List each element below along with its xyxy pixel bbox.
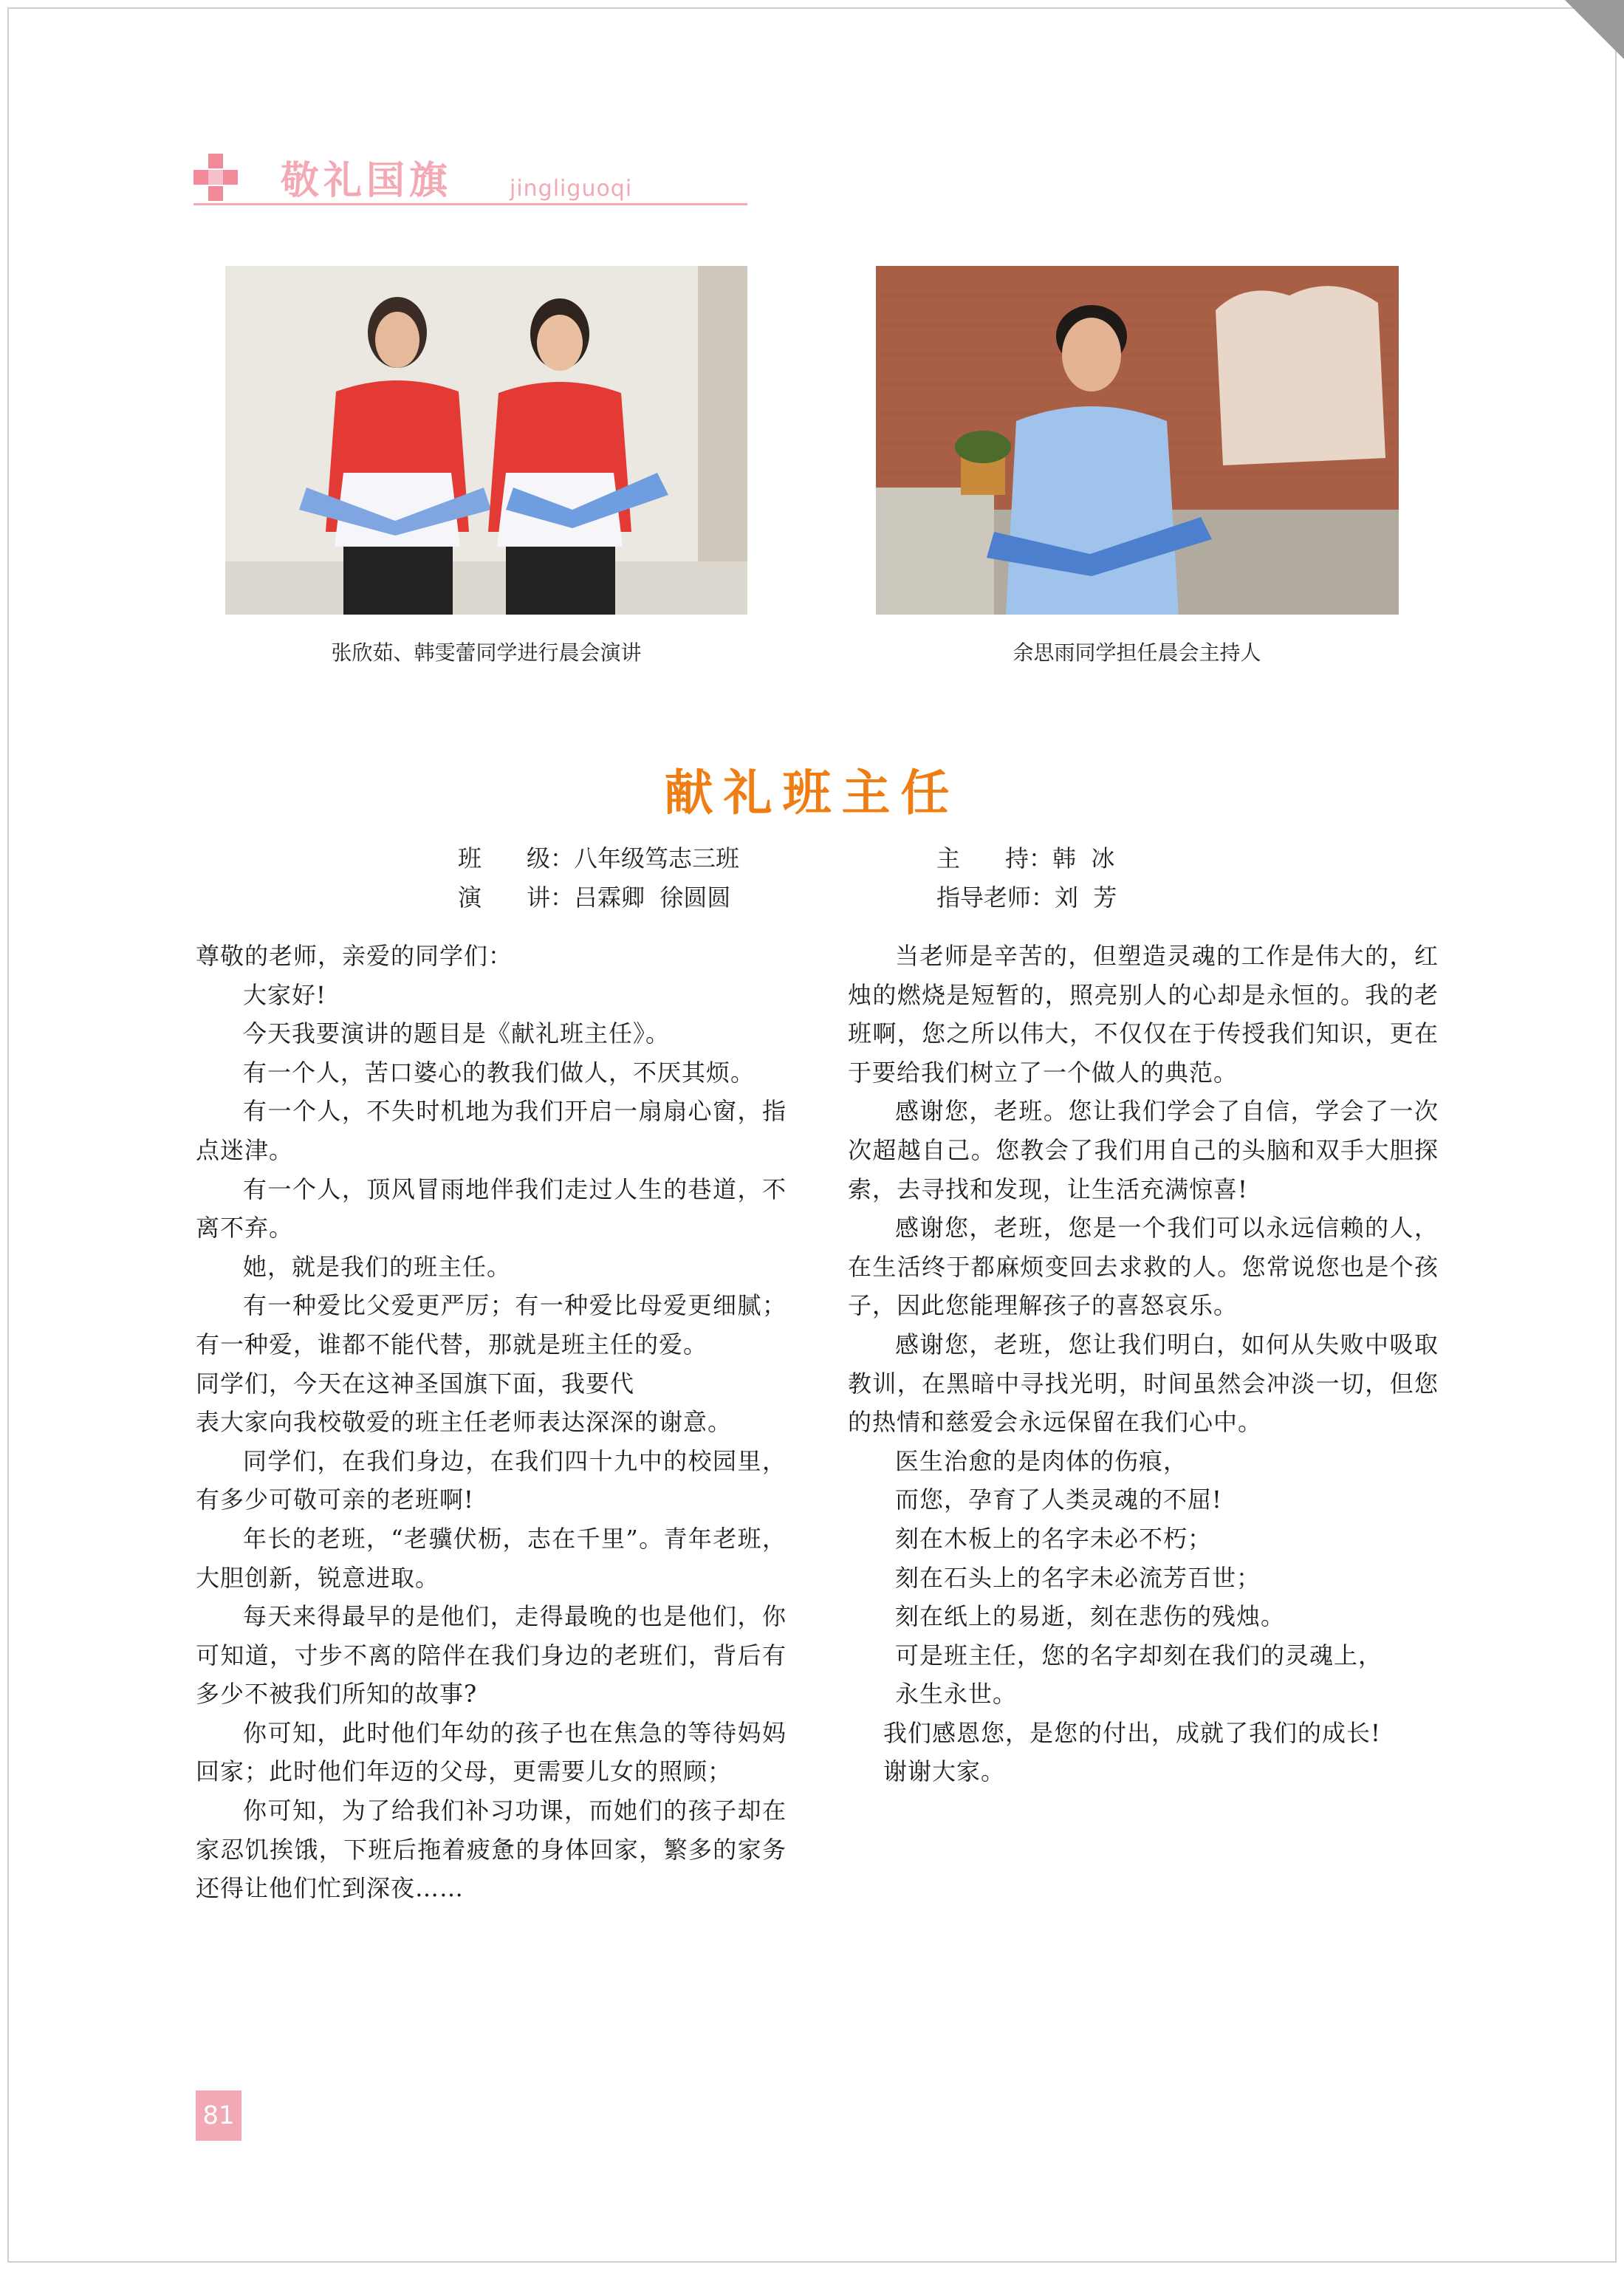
page-corner-fold bbox=[1565, 0, 1624, 59]
paragraph: 有一个人，不失时机地为我们开启一扇扇心窗，指点迷津。 bbox=[196, 1097, 787, 1164]
poem-line: 永生永世。 bbox=[895, 1680, 1018, 1709]
info-speaker bbox=[458, 879, 730, 913]
info-teacher-label: 指导老师： bbox=[936, 883, 1055, 912]
article-right-column bbox=[848, 937, 1439, 1791]
info-speaker-value: 吕霖卿 徐圆圆 bbox=[574, 883, 731, 912]
photo-host-student bbox=[876, 266, 1399, 615]
paragraph: 感谢您，老班，您让我们明白，如何从失败中吸取教训，在黑暗中寻找光明，时间虽然会冲淡一切，但您的热情和慈爱会永远保留在我们心中。 bbox=[848, 1330, 1439, 1437]
paragraph: 可是班主任，您的名字却刻在我们的灵魂上， bbox=[895, 1641, 1383, 1669]
poem-line: 医生治愈的是肉体的伤痕， bbox=[895, 1446, 1188, 1475]
paragraph: 每天来得最早的是他们，走得最晚的也是他们，你可知道，寸步不离的陪伴在我们身边的老班们，背后有多少不被我们所知的故事? bbox=[196, 1602, 787, 1709]
info-host-label: 主 持： bbox=[936, 844, 1053, 872]
article-title: 献礼班主任 bbox=[664, 765, 960, 821]
paragraph: 你可知，此时他们年幼的孩子也在焦急的等待妈妈回家；此时他们年迈的父母，更需要儿女的照顾； bbox=[196, 1718, 787, 1786]
paragraph: 同学们，今天在这神圣国旗下面，我要代 bbox=[196, 1369, 635, 1398]
info-class-label: 班 级： bbox=[458, 844, 575, 872]
article-left-column bbox=[196, 937, 787, 1908]
paragraph: 年长的老班，“老骥伏枥，志在千里”。青年老班，大胆创新，锐意进取。 bbox=[196, 1524, 787, 1592]
paragraph: 同学们，在我们身边，在我们四十九中的校园里，有多少可敬可亲的老班啊! bbox=[196, 1446, 787, 1514]
photo-caption-2: 余思雨同学担任晨会主持人 bbox=[1013, 640, 1261, 665]
info-host-value: 韩 冰 bbox=[1052, 844, 1115, 872]
photo-caption-1: 张欣茹、韩雯蕾同学进行晨会演讲 bbox=[331, 640, 642, 665]
photo-two-students-speech bbox=[225, 266, 747, 615]
paragraph: 当老师是辛苦的，但塑造灵魂的工作是伟大的，红烛的燃烧是短暂的，照亮别人的心却是永恒的。我的老班啊，您之所以伟大，不仅仅在于传授我们知识，更在于要给我们树立了一个做人的典范。 bbox=[848, 942, 1439, 1087]
info-teacher bbox=[936, 879, 1117, 913]
paragraph: 有一个人，顶风冒雨地伴我们走过人生的巷道，不离不弃。 bbox=[196, 1175, 787, 1242]
paragraph: 感谢您，老班。您让我们学会了自信，学会了一次次超越自己。您教会了我们用自己的头脑和双手大胆探索，去寻找和发现，让生活充满惊喜! bbox=[848, 1097, 1439, 1203]
section-title: 敬礼国旗 bbox=[281, 159, 453, 203]
paragraph: 谢谢大家。 bbox=[883, 1757, 1006, 1786]
poem-line: 而您，孕育了人类灵魂的不屈! bbox=[895, 1486, 1222, 1514]
paragraph: 尊敬的老师，亲爱的同学们： bbox=[196, 942, 513, 970]
paragraph: 表大家向我校敬爱的班主任老师表达深深的谢意。 bbox=[196, 1408, 733, 1437]
paragraph: 我们感恩您，是您的付出，成就了我们的成长! bbox=[883, 1718, 1381, 1747]
paragraph: 有一种爱比父爱更严厉；有一种爱比母爱更细腻；有一种爱，谁都不能代替，那就是班主任的爱。 bbox=[196, 1291, 787, 1358]
paragraph: 有一个人，苦口婆心的教我们做人，不厌其烦。 bbox=[243, 1058, 756, 1087]
paragraph: 感谢您，老班，您是一个我们可以永远信赖的人，在生活终于都麻烦变回去求救的人。您常说您也是个孩子，因此您能理解孩子的喜怒哀乐。 bbox=[848, 1214, 1439, 1320]
info-teacher-value: 刘 芳 bbox=[1055, 883, 1117, 912]
section-header bbox=[193, 148, 747, 207]
info-host bbox=[936, 840, 1114, 874]
paragraph: 大家好! bbox=[243, 980, 326, 1009]
cross-logo-icon bbox=[193, 154, 238, 205]
info-class bbox=[458, 840, 739, 874]
page-number: 81 bbox=[196, 2090, 241, 2141]
info-speaker-label: 演 讲： bbox=[458, 883, 575, 912]
paragraph: 你可知，为了给我们补习功课，而她们的孩子却在家忍饥挨饿，下班后拖着疲惫的身体回家，繁多的家务还得让他们忙到深夜…… bbox=[196, 1796, 787, 1903]
paragraph: 今天我要演讲的题目是《献礼班主任》。 bbox=[243, 1019, 671, 1048]
info-class-value: 八年级笃志三班 bbox=[574, 844, 740, 872]
header-divider bbox=[193, 203, 747, 205]
poem-line: 刻在纸上的易逝，刻在悲伤的残烛。 bbox=[895, 1602, 1286, 1631]
poem-line: 刻在木板上的名字未必不朽； bbox=[895, 1524, 1213, 1553]
poem-line: 刻在石头上的名字未必流芳百世； bbox=[895, 1563, 1261, 1592]
section-pinyin: jingliguoqi bbox=[510, 176, 633, 202]
paragraph: 她，就是我们的班主任。 bbox=[243, 1252, 512, 1281]
